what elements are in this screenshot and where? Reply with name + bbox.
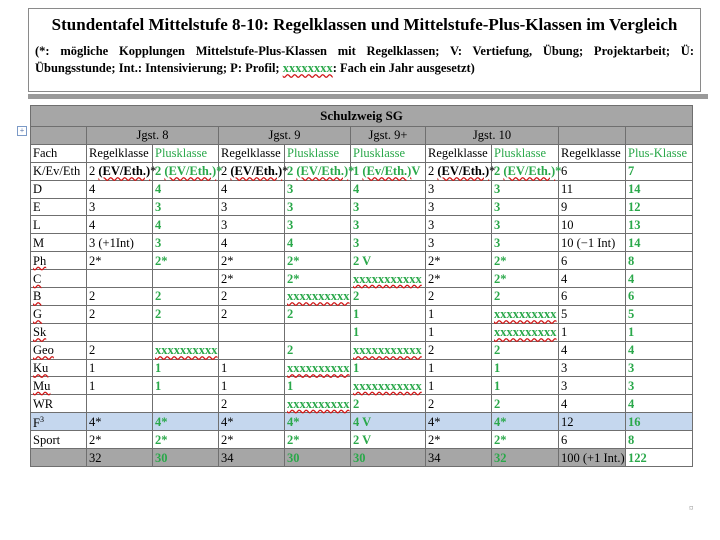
hours-cell: 34 (426, 449, 492, 467)
hours-cell: 1 (559, 323, 626, 341)
hours-cell: 4* (87, 413, 153, 431)
cell-end-marker: ¤ (689, 503, 694, 513)
hours-cell: 4 (153, 180, 219, 198)
hours-cell: 6 (559, 288, 626, 306)
table-row (31, 359, 693, 377)
hours-cell: 3 (153, 198, 219, 216)
hours-cell: 3 (426, 234, 492, 252)
jgst-row (31, 127, 693, 145)
hours-cell: 8 (626, 431, 693, 449)
hours-cell: 3 (351, 216, 426, 234)
hours-cell: 2 (EV/Eth.)* (492, 162, 559, 180)
hours-cell: 3 (492, 180, 559, 198)
hours-cell: 3 (219, 216, 285, 234)
hours-cell: 8 (626, 252, 693, 270)
hours-cell: xxxxxxxxxx (492, 305, 559, 323)
hours-cell: xxxxxxxxxx (153, 341, 219, 359)
table-row (31, 431, 693, 449)
legend-text (35, 43, 694, 77)
subject-cell: D (31, 180, 87, 198)
track-title-row (31, 106, 693, 127)
subject-cell: Geo (31, 341, 87, 359)
hours-cell: 1 (426, 305, 492, 323)
hours-cell: xxxxxxxxxxx (351, 270, 426, 288)
hours-cell: 3 (492, 216, 559, 234)
subject-cell: WR (31, 395, 87, 413)
page-title: Stundentafel Mittelstufe 8-10: Regelklassen und Mittelstufe-Plus-Klassen im Vergleich (51, 15, 678, 34)
subject-cell: $F^3$ (31, 413, 87, 431)
hours-cell: 1 (351, 305, 426, 323)
hours-cell: 3 (+1Int) (87, 234, 153, 252)
track-title: Schulzweig SG (31, 106, 693, 127)
hours-cell: 2* (492, 252, 559, 270)
table-row (31, 305, 693, 323)
hours-cell: 2* (426, 270, 492, 288)
hours-cell: 2 (426, 341, 492, 359)
hours-cell: 3 (426, 198, 492, 216)
hours-cell: 3 (559, 377, 626, 395)
hours-cell: 4 V (351, 413, 426, 431)
table-row (31, 449, 693, 467)
hours-cell: 1 (492, 359, 559, 377)
table-row (31, 395, 693, 413)
hours-cell: 4 (626, 395, 693, 413)
hours-cell: 10 (−1 Int) (559, 234, 626, 252)
hours-cell: 3 (219, 198, 285, 216)
subject-cell: C (31, 270, 87, 288)
hours-cell: 2 (426, 288, 492, 306)
hours-cell: 4 (87, 180, 153, 198)
table-row (31, 216, 693, 234)
hours-cell: 5 (559, 305, 626, 323)
hours-cell: 32 (492, 449, 559, 467)
hours-cell: 1 (219, 377, 285, 395)
hours-cell: 3 (285, 216, 351, 234)
hours-cell: 11 (559, 180, 626, 198)
table-row (31, 252, 693, 270)
hours-cell: xxxxxxxxxxx (351, 377, 426, 395)
hours-cell: 3 (626, 359, 693, 377)
hours-cell: 2 (87, 305, 153, 323)
hours-cell: 4 (626, 341, 693, 359)
hours-cell (219, 323, 285, 341)
jgst-empty (626, 127, 693, 145)
hours-cell: 4* (153, 413, 219, 431)
subject-cell: Sk (31, 323, 87, 341)
hours-cell: 2 (EV/Eth.)* (219, 162, 285, 180)
hours-cell: 4* (492, 413, 559, 431)
hours-cell: 3 (285, 198, 351, 216)
hours-cell: 1 (351, 323, 426, 341)
hours-cell: 4 (153, 216, 219, 234)
table-row (31, 198, 693, 216)
hours-cell (153, 395, 219, 413)
subject-cell: L (31, 216, 87, 234)
hours-cell: 2 (285, 341, 351, 359)
hours-cell: 2 (219, 395, 285, 413)
column-header: Regelklasse (559, 144, 626, 162)
jgst-empty (31, 127, 87, 145)
hours-cell: 14 (626, 180, 693, 198)
jgst-8-header: Jgst. 8 (87, 127, 219, 145)
table-row (31, 162, 693, 180)
hours-cell: 12 (626, 198, 693, 216)
table-row (31, 270, 693, 288)
hours-cell: 30 (351, 449, 426, 467)
hours-cell: 3 (492, 234, 559, 252)
header-box (28, 8, 701, 92)
hours-cell: 2* (285, 431, 351, 449)
hours-cell: 3 (285, 180, 351, 198)
table-row (31, 377, 693, 395)
hours-cell: xxxxxxxxxx (285, 395, 351, 413)
hours-cell: xxxxxxxxxx (492, 323, 559, 341)
hours-cell: 3 (351, 234, 426, 252)
hours-cell: 2 V (351, 431, 426, 449)
column-header: Plusklasse (351, 144, 426, 162)
hours-cell: 4* (285, 413, 351, 431)
legend-tail: : Fach ein Jahr ausgesetzt) (332, 61, 475, 75)
table-row (31, 341, 693, 359)
hours-cell: 2* (153, 252, 219, 270)
hours-cell: 3 (351, 198, 426, 216)
subject-cell: E (31, 198, 87, 216)
hours-cell: 3 (626, 377, 693, 395)
column-header: Plusklasse (285, 144, 351, 162)
column-header: Plus-Klasse (626, 144, 693, 162)
subject-cell: Ph (31, 252, 87, 270)
subject-cell: Mu (31, 377, 87, 395)
hours-cell: 2 (492, 395, 559, 413)
subject-cell: Ku (31, 359, 87, 377)
subject-cell: B (31, 288, 87, 306)
legend-green-marker: xxxxxxxx (282, 61, 333, 75)
hours-cell: 3 (492, 198, 559, 216)
hours-cell: 1 (492, 377, 559, 395)
column-header: Fach (31, 144, 87, 162)
column-header-row (31, 144, 693, 162)
hours-cell: 34 (219, 449, 285, 467)
hours-cell (153, 270, 219, 288)
column-header: Plusklasse (153, 144, 219, 162)
hours-cell: 3 (426, 180, 492, 198)
hours-cell (87, 395, 153, 413)
hours-cell: 2* (492, 270, 559, 288)
hours-cell: 2* (153, 431, 219, 449)
hours-cell: 3 (559, 359, 626, 377)
hours-cell: 4* (219, 413, 285, 431)
subject-cell (31, 449, 87, 467)
hours-cell (285, 323, 351, 341)
hours-cell: 2 (153, 288, 219, 306)
hours-cell: 1 (Ev/Eth.)V (351, 162, 426, 180)
hours-cell: 16 (626, 413, 693, 431)
hours-cell: xxxxxxxxxx (285, 288, 351, 306)
hours-cell: 2* (219, 270, 285, 288)
jgst-empty (559, 127, 626, 145)
hours-cell: 2* (285, 252, 351, 270)
table-move-handle-icon[interactable]: + (17, 126, 27, 136)
subject-cell: G (31, 305, 87, 323)
hours-cell: 6 (559, 162, 626, 180)
hours-cell: 1 (87, 377, 153, 395)
hours-cell: 1 (426, 359, 492, 377)
hours-cell: 2* (285, 270, 351, 288)
jgst-9-header: Jgst. 9 (219, 127, 351, 145)
hours-cell: 4 (559, 395, 626, 413)
hours-cell: 3 (87, 198, 153, 216)
hours-cell: 30 (285, 449, 351, 467)
table-row (31, 234, 693, 252)
table-row (31, 323, 693, 341)
hours-cell: 2* (219, 252, 285, 270)
subject-cell: M (31, 234, 87, 252)
jgst-9plus-header: Jgst. 9+ (351, 127, 426, 145)
hours-cell: 1 (87, 359, 153, 377)
hours-cell: 30 (153, 449, 219, 467)
hours-cell: 13 (626, 216, 693, 234)
hours-cell: 2 (426, 395, 492, 413)
hours-cell: 4* (426, 413, 492, 431)
hours-cell: 2 (87, 288, 153, 306)
hours-cell: 6 (559, 431, 626, 449)
hours-cell: 6 (559, 252, 626, 270)
table-row (31, 413, 693, 431)
legend-main: (*: mögliche Kopplungen Mittelstufe-Plus-Klassen mit Regelklassen; V: Vertiefung, Übung; Projektarbeit; Ü: Übungsstunde; Int.: Intensivierung; P: Profil; (35, 44, 694, 75)
hours-cell: 1 (426, 323, 492, 341)
hours-cell: 1 (351, 359, 426, 377)
hours-cell (87, 270, 153, 288)
hours-cell: 2 V (351, 252, 426, 270)
hours-cell: 3 (426, 216, 492, 234)
hours-cell: 2 (219, 305, 285, 323)
column-header: Regelklasse (219, 144, 285, 162)
hours-cell: 2 (285, 305, 351, 323)
hours-cell: 2 (351, 288, 426, 306)
jgst-10-header: Jgst. 10 (426, 127, 559, 145)
hours-cell: 7 (626, 162, 693, 180)
hours-cell: 2* (219, 431, 285, 449)
hours-cell: 10 (559, 216, 626, 234)
hours-cell: 9 (559, 198, 626, 216)
hours-cell: 4 (285, 234, 351, 252)
hours-cell: 5 (626, 305, 693, 323)
hours-cell: 2* (426, 431, 492, 449)
hours-cell: 4 (219, 234, 285, 252)
hours-cell: 2 (EV/Eth.)* (153, 162, 219, 180)
column-header: Plusklasse (492, 144, 559, 162)
table-row (31, 288, 693, 306)
subject-cell: Sport (31, 431, 87, 449)
hours-cell: 4 (559, 270, 626, 288)
hours-cell: 2* (87, 431, 153, 449)
hours-cell: 2 (EV/Eth.)* (285, 162, 351, 180)
hours-cell: 2 (87, 341, 153, 359)
subject-cell: K/Ev/Eth (31, 162, 87, 180)
hours-cell: 3 (153, 234, 219, 252)
hours-cell (219, 341, 285, 359)
hours-cell: xxxxxxxxxx (285, 359, 351, 377)
hours-cell: 2 (219, 288, 285, 306)
stundentafel-table (30, 105, 693, 467)
hours-cell: 2 (492, 341, 559, 359)
hours-cell: 2* (87, 252, 153, 270)
hours-cell: 4 (626, 270, 693, 288)
hours-cell: 4 (219, 180, 285, 198)
hours-cell (87, 323, 153, 341)
hours-cell: 2 (153, 305, 219, 323)
hours-cell: 4 (559, 341, 626, 359)
hours-cell: 1 (219, 359, 285, 377)
hours-cell: 2 (EV/Eth.)* (87, 162, 153, 180)
hours-cell: 2* (492, 431, 559, 449)
hours-cell: 1 (285, 377, 351, 395)
hours-cell: 1 (426, 377, 492, 395)
hours-cell (153, 323, 219, 341)
column-header: Regelklasse (87, 144, 153, 162)
hours-cell: 2 (EV/Eth.)* (426, 162, 492, 180)
hours-cell: xxxxxxxxxxx (351, 341, 426, 359)
hours-cell: 12 (559, 413, 626, 431)
hours-cell: 1 (626, 323, 693, 341)
hours-cell: 1 (153, 377, 219, 395)
hours-cell: 4 (351, 180, 426, 198)
hours-cell: 14 (626, 234, 693, 252)
hours-cell: 122 (626, 449, 693, 467)
hours-cell: 2* (426, 252, 492, 270)
hours-cell: 2 (351, 395, 426, 413)
hours-cell: 1 (153, 359, 219, 377)
column-header: Regelklasse (426, 144, 492, 162)
table-row (31, 180, 693, 198)
header-divider (28, 94, 708, 99)
hours-cell: 2 (492, 288, 559, 306)
hours-cell: 32 (87, 449, 153, 467)
hours-cell: 4 (87, 216, 153, 234)
hours-cell: 100 (+1 Int.) (559, 449, 626, 467)
hours-cell: 6 (626, 288, 693, 306)
